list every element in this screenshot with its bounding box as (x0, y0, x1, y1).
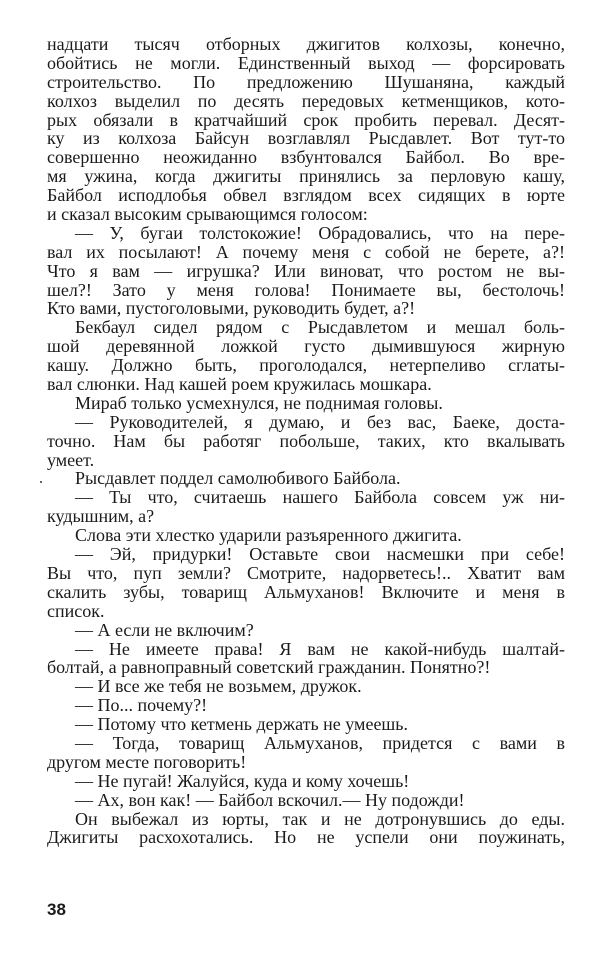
text-line: мя ужина, когда джигиты принялись за перловую кашу, (47, 166, 565, 187)
paragraph (47, 488, 565, 526)
paragraph (47, 772, 565, 791)
paragraph (47, 394, 565, 413)
paragraph (47, 810, 565, 848)
text-line: Он выбежал из юрты, так и не дотронувшись до еды. (75, 808, 565, 829)
text-line: — Не имеете права! Я вам не какой-нибудь шалтай- (75, 638, 565, 659)
text-line: болтай, а равноправный советский гражданин. Понятно?! (47, 657, 491, 678)
text-line: рых обязали в кратчайший срок пробить перевал. Десят- (47, 109, 565, 130)
text-line: совершенно неожиданно взбунтовался Байбол. Во вре- (47, 147, 565, 168)
text-line: обойтись не могли. Единственный выход — форсировать (47, 52, 565, 73)
text-line: кудышним, а? (47, 506, 155, 527)
text-line: Мираб только усмехнулся, не поднимая головы. (75, 392, 443, 413)
paragraph (47, 677, 565, 696)
paragraph (47, 224, 565, 318)
paragraph (47, 526, 565, 545)
paragraph (47, 791, 565, 810)
text-line: Бекбаул сидел рядом с Рысдавлетом и мешал боль- (75, 317, 565, 338)
text-line: — Эй, придурки! Оставьте свои насмешки при себе! (75, 544, 565, 565)
text-line: строительство. По предложению Шушаняна, каждый (47, 71, 565, 92)
paragraph (47, 35, 565, 224)
text-line: шел?! Зато у меня голова! Понимаете вы, бестолочь! (47, 279, 565, 300)
text-line: колхоз выделил по десять передовых кетменщиков, кото- (47, 90, 565, 111)
text-line: кашу. Должно быть, проголодался, нетерпеливо сглаты- (47, 355, 565, 376)
text-line: скалить зубы, товарищ Альмуханов! Включите и меня в (47, 581, 565, 602)
page-number: 38 (47, 900, 66, 919)
paragraph (47, 469, 565, 488)
text-line: Рысдавлет поддел самолюбивого Байбола. (75, 468, 401, 489)
text-line: надцати тысяч отборных джигитов колхозы, конечно, (47, 34, 565, 54)
print-speck (40, 481, 42, 483)
paragraph (47, 318, 565, 394)
text-line: — Руководителей, я думаю, и без вас, Баеке, доста- (75, 411, 565, 432)
paragraph (47, 621, 565, 640)
text-line: — Тогда, товарищ Альмуханов, придется с вами в (75, 732, 565, 753)
text-line: Слова эти хлестко ударили разъяренного джигита. (75, 525, 462, 546)
text-line: другом месте поговорить! (47, 751, 247, 772)
text-line: — Не пугай! Жалуйся, куда и кому хочешь! (75, 770, 410, 791)
text-line: точно. Нам бы работяг побольше, таких, кто вкалывать (47, 430, 565, 451)
paragraph (47, 734, 565, 772)
text-line: Что я вам — игрушка? Или виноват, что ростом не вы- (47, 260, 565, 281)
text-line: ку из колхоза Байсун возглавлял Рысдавлет. Вот тут-то (47, 128, 565, 149)
paragraph (47, 715, 565, 734)
text-line: умеет. (47, 449, 95, 470)
text-line: — По... почему?! (75, 695, 208, 716)
text-line: Вы что, пуп земли? Смотрите, надорветесь!.. Хватит вам (47, 562, 565, 583)
text-line: список. (47, 600, 105, 621)
text-line: — А если не включим? (75, 619, 254, 640)
text-line: вал слюнки. Над кашей роем кружилась мошкара. (47, 374, 432, 395)
paragraph (47, 545, 565, 621)
text-line: — Ты что, считаешь нашего Байбола совсем уж ни- (75, 487, 565, 508)
text-line: вал их посылают! А почему меня с собой не берете, а?! (47, 241, 565, 262)
text-line: и сказал высоким срывающимся голосом: (47, 204, 368, 225)
text-line: Байбол исподлобья обвел взглядом всех сидящих в юрте (47, 185, 565, 206)
paragraph (47, 640, 565, 678)
paragraph (47, 696, 565, 715)
page-body-text (47, 35, 565, 847)
text-line: — У, бугаи толстокожие! Обрадовались, что на пере- (75, 222, 565, 243)
text-line: — Потому что кетмень держать не умеешь. (75, 714, 408, 735)
text-line: — Ах, вон как! — Байбол вскочил.— Ну подожди! (75, 789, 465, 810)
text-line: — И все же тебя не возьмем, дружок. (75, 676, 362, 697)
text-line: шой деревянной ложкой густо дымившуюся жирную (47, 336, 565, 357)
text-line: Джигиты расхохотались. Но не успели они поужинать, (47, 827, 565, 848)
paragraph (47, 413, 565, 470)
text-line: Кто вами, пустоголовыми, руководить будет, а?! (47, 298, 416, 319)
